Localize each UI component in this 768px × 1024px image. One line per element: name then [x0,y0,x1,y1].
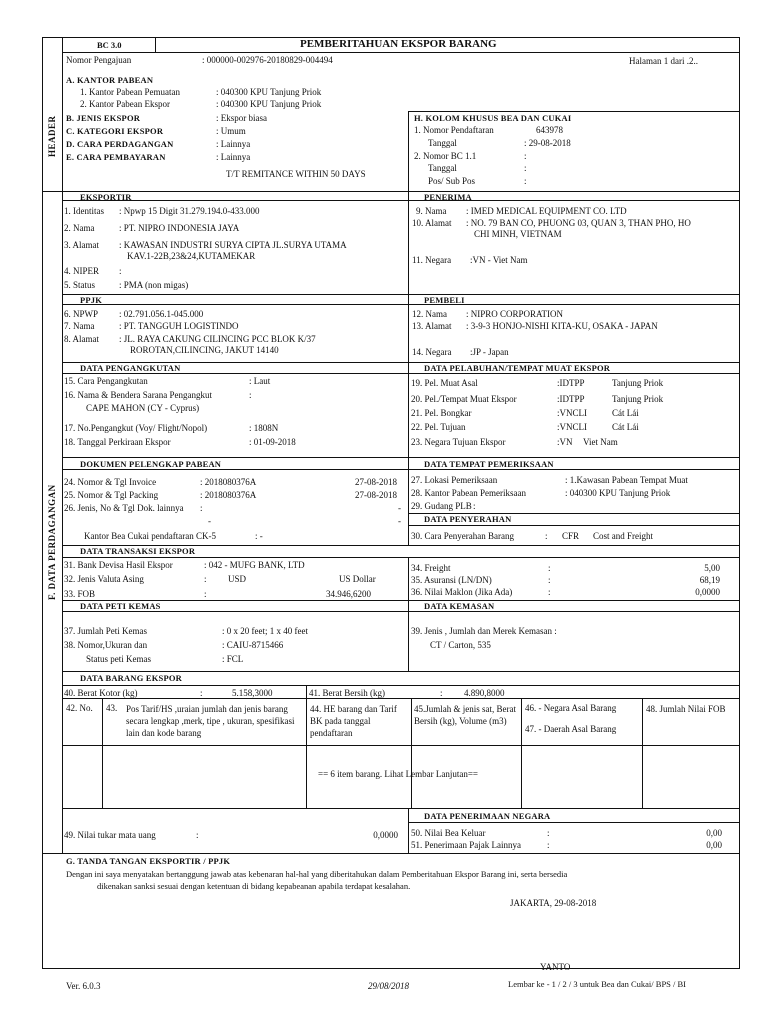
x31-value: : 042 - MUFG BANK, LTD [204,560,305,570]
d26-label: 26. Jenis, No & Tgl Dok. lainnya [64,503,184,513]
e2-label: 2. Nama [64,223,95,233]
section-dokumen: DOKUMEN PELENGKAP PABEAN [80,459,222,469]
x33-value: 34.946,6200 [326,589,371,599]
p10-label: 10. Alamat [412,218,452,228]
w41-label: 41. Berat Bersih (kg) [309,688,385,698]
e5-label: 5. Status [64,280,96,290]
section-ppjk: PPJK [80,295,103,305]
l21-code: :VNCLI [557,408,587,418]
j8-label: 8. Alamat [64,334,99,344]
n50-colon: : [547,828,550,838]
section-kolom-khusus: H. KOLOM KHUSUS BEA DAN CUKAI [414,113,572,123]
x34-value: 5,00 [704,563,720,573]
section-peti-kemas: DATA PETI KEMAS [80,601,161,611]
h-tanggal1-value: : 29-08-2018 [524,138,571,148]
h1-label: 1. Nomor Pendaftaran [414,125,494,135]
g17-label: 17. No.Pengangkut (Voy/ Flight/Nopol) [64,423,208,433]
l20-label: 20. Pel./Tempat Muat Ekspor [411,394,517,404]
w40-value: 5.158,3000 [232,688,273,698]
b-label: B. JENIS EKSPOR [66,113,141,123]
g18-value: : 01-09-2018 [249,437,296,447]
x34-label: 34. Freight [411,563,451,573]
section-penyerahan: DATA PENYERAHAN [424,514,512,524]
t30-label: 30. Cara Penyerahan Barang [411,531,514,541]
p10-value-1: : NO. 79 BAN CO, PHUONG 03, QUAN 3, THAN PHO, HO [466,218,691,228]
section-tempat-pemeriksaan: DATA TEMPAT PEMERIKSAAN [424,459,554,469]
e4-label: 4. NIPER [64,266,100,276]
g16-value: : [249,390,252,400]
b-value: : Ekspor biasa [216,113,267,123]
l22-name: Cát Lái [612,422,639,432]
d25-label: 25. Nomor & Tgl Packing [64,490,159,500]
d24-date: 27-08-2018 [355,477,397,487]
side-f-label: F. DATA PERDAGANGAN [47,484,57,600]
h2-label: 2. Nomor BC 1.1 [414,151,477,161]
j6-value: : 02.791.056.1-045.000 [119,309,204,319]
nomor-pengajuan-value: : 000000-002976-20180829-004494 [202,55,333,65]
col-42-header: 42. No. [66,703,93,713]
p9-value: : IMED MEDICAL EQUIPMENT CO. LTD [466,206,627,216]
col-47-header: 47. - Daerah Asal Barang [525,724,617,734]
ck5-label: Kantor Bea Cukai pendaftaran CK-5 [84,531,216,541]
x36-label: 36. Nilai Maklon (Jika Ada) [411,587,513,597]
t30-value: : [545,531,548,541]
n49-colon: : [196,830,199,840]
d25-date: 27-08-2018 [355,490,397,500]
a1-value: : 040300 KPU Tanjung Priok [216,87,322,97]
b14-label: 14. Negara [412,347,452,357]
j8-value-2: ROROTAN,CILINCING, JAKUT 14140 [130,345,279,355]
l22-label: 22. Pel. Tujuan [411,422,466,432]
t27-value: : 1.Kawasan Pabean Tempat Muat [565,475,688,485]
l19-label: 19. Pel. Muat Asal [411,378,478,388]
col-45-header: 45.Jumlah & jenis sat, Berat Bersih (kg), Volume (m3) [414,704,516,726]
col-43-number: 43. [106,703,118,713]
col-46-header: 46. - Negara Asal Barang [525,703,617,713]
section-eksportir: EKSPORTIR [80,192,132,202]
col-44-header: 44. HE barang dan Tarif BK pada tanggal pendaftaran [310,704,397,738]
p11-value: :VN - Viet Nam [470,255,528,265]
footer-distribution: Lembar ke - 1 / 2 / 3 untuk Bea dan Cukai/ BPS / BI [508,979,687,989]
x32-value: : [204,574,207,584]
l21-name: Cát Lái [612,408,639,418]
a2-label: 2. Kantor Pabean Ekspor [80,99,170,109]
l19-name: Tanjung Priok [612,378,664,388]
d24-value: : 2018080376A [200,477,257,487]
c-label: C. KATEGORI EKSPOR [66,126,164,136]
x32-name: US Dollar [339,574,376,584]
g16-label: 16. Nama & Bendera Sarana Pengangkut [64,390,212,400]
x33-colon: : [204,589,207,599]
x34-colon: : [548,563,551,573]
d-label: D. CARA PERDAGANGAN [66,139,174,149]
n49-value: 0,0000 [373,830,398,840]
e5-value: : PMA (non migas) [119,280,189,290]
t28-value: : 040300 KPU Tanjung Priok [565,488,671,498]
version: Ver. 6.0.3 [66,981,101,991]
x35-label: 35. Asuransi (LN/DN) [411,575,492,585]
j6-label: 6. NPWP [64,309,99,319]
h-pos-label: Pos/ Sub Pos [428,176,476,186]
col-43-header: Pos Tarif/HS ,uraian jumlah dan jenis barang secara lengkap ,merk, tipe , ukuran, spesifikasi lain dan kode barang [126,704,295,738]
d26-value: : [200,503,203,513]
h-pos-value: : [524,176,527,186]
e3-value-1: : KAWASAN INDUSTRI SURYA CIPTA JL.SURYA UTAMA [119,240,347,250]
declaration-line-2: dikenakan sanksi sesuai dengan ketentuan di bidang kepabeanan apabila terdapat kesalahan. [97,881,411,891]
g16-vessel: CAPE MAHON (CY - Cyprus) [86,403,200,413]
n51-label: 51. Penerimaan Pajak Lainnya [411,840,521,850]
k37-label: 37. Jumlah Peti Kemas [64,626,147,636]
x35-colon: : [548,575,551,585]
t29-value: : [473,501,476,511]
d26-dash-2: - [208,516,211,526]
b13-label: 13. Alamat [412,321,452,331]
k39-label: 39. Jenis , Jumlah dan Merek Kemasan : [411,626,557,636]
h-tanggal2-value: : [524,163,527,173]
x33-label: 33. FOB [64,589,96,599]
page-indicator: Halaman 1 dari .2.. [629,56,698,66]
section-pengangkutan: DATA PENGANGKUTAN [80,363,181,373]
h1-value: 643978 [536,125,563,135]
l23-label: 23. Negara Tujuan Ekspor [411,437,506,447]
l23-code: :VN [557,437,573,447]
t28-label: 28. Kantor Pabean Pemeriksaan [411,488,526,498]
e-label: E. CARA PEMBAYARAN [66,152,166,162]
e3-label: 3. Alamat [64,240,99,250]
g18-label: 18. Tanggal Perkiraan Ekspor [64,437,171,447]
k38-label: 38. Nomor,Ukuran dan [64,640,148,650]
x35-value: 68,19 [699,575,720,585]
b14-value: :JP - Japan [470,347,509,357]
n49-label: 49. Nilai tukar mata uang [64,830,156,840]
k38-status-value: : FCL [222,654,244,664]
b13-value: : 3-9-3 HONJO-NISHI KITA-KU, OSAKA - JAPAN [466,321,658,331]
k37-value: : 0 x 20 feet; 1 x 40 feet [222,626,308,636]
x32-label: 32. Jenis Valuta Asing [64,574,144,584]
x36-value: 0,0000 [695,587,720,597]
p11-label: 11. Negara [412,255,452,265]
l21-label: 21. Pel. Bongkar [411,408,472,418]
section-transaksi: DATA TRANSAKSI EKSPOR [80,546,196,556]
section-kemasan: DATA KEMASAN [424,601,495,611]
signer-name: YANTO [540,962,571,972]
remittance-note: T/T REMITANCE WITHIN 50 DAYS [226,169,366,179]
t29-label: 29. Gudang PLB [411,501,472,511]
n50-label: 50. Nilai Bea Keluar [411,828,486,838]
t27-label: 27. Lokasi Pemeriksaan [411,475,498,485]
j7-label: 7. Nama [64,321,95,331]
g15-value: : Laut [249,376,271,386]
x32-code: USD [228,574,247,584]
b12-value: : NIPRO CORPORATION [466,309,564,319]
declaration-line-1: Dengan ini saya menyatakan bertanggung jawab atas kebenaran hal-hal yang diberitahukan dalam Pemberitahuan Ekspor Barang ini, serta bersedia [66,869,568,879]
t30-code: CFR [562,531,580,541]
h-tanggal1-label: Tanggal [428,138,457,148]
a2-value: : 040300 KPU Tanjung Priok [216,99,322,109]
l23-name: Viet Nam [583,437,618,447]
section-pembeli: PEMBELI [424,295,465,305]
l20-name: Tanjung Priok [612,394,664,404]
form-code: BC 3.0 [97,40,122,50]
l20-code: :IDTPP [557,394,585,404]
k38-status-label: Status peti Kemas [86,654,151,664]
e4-value: : [119,266,122,276]
n50-value: 0,00 [706,828,722,838]
k38-value: : CAIU-8715466 [222,640,284,650]
k39-value: CT / Carton, 535 [430,640,491,650]
col-48-header: 48. Jumlah Nilai FOB [646,704,726,714]
w40-colon: : [200,688,203,698]
section-pelabuhan: DATA PELABUHAN/TEMPAT MUAT EKSPOR [424,363,611,373]
lanjutan-note: == 6 item barang. Lihat Lembar Lanjutan== [318,769,479,779]
nomor-pengajuan-label: Nomor Pengajuan [66,55,132,65]
a1-label: 1. Kantor Pabean Pemuatan [80,87,180,97]
w40-label: 40. Berat Kotor (kg) [64,688,138,698]
place-date: JAKARTA, 29-08-2018 [510,898,597,908]
e1-label: 1. Identitas [64,206,104,216]
n51-colon: : [547,840,550,850]
section-penerimaan: DATA PENERIMAAN NEGARA [424,811,551,821]
w41-value: 4.890,8000 [464,688,505,698]
g15-label: 15. Cara Pengangkutan [64,376,148,386]
e3-value-2: KAV.1-22B,23&24,KUTAMEKAR [127,251,256,261]
e2-value: : PT. NIPRO INDONESIA JAYA [119,223,240,233]
form-title: PEMBERITAHUAN EKSPOR BARANG [300,38,497,50]
w41-colon: : [440,688,443,698]
j8-value-1: : JL. RAYA CAKUNG CILINCING PCC BLOK K/37 [119,334,316,344]
e-value: : Lainnya [216,152,251,162]
p9-label: 9. Nama [416,206,447,216]
d-value: : Lainnya [216,139,251,149]
n51-value: 0,00 [706,840,722,850]
d26-dash-1: - [398,503,401,513]
d25-value: : 2018080376A [200,490,257,500]
x31-label: 31. Bank Devisa Hasil Ekspor [64,560,173,570]
d24-label: 24. Nomor & Tgl Invoice [64,477,157,487]
h2-value: : [524,151,527,161]
x36-colon: : [548,587,551,597]
t30-name: Cost and Freight [593,531,653,541]
section-penerima: PENERIMA [424,192,472,202]
e1-value: : Npwp 15 Digit 31.279.194.0-433.000 [119,206,260,216]
p10-value-2: CHI MINH, VIETNAM [474,229,562,239]
g17-value: : 1808N [249,423,279,433]
h-tanggal2-label: Tanggal [428,163,457,173]
d26-dash-3: - [398,516,401,526]
l22-code: :VNCLI [557,422,587,432]
section-barang: DATA BARANG EKSPOR [80,673,182,683]
section-kantor-pabean: A. KANTOR PABEAN [66,75,154,85]
ck5-value: : - [255,531,263,541]
c-value: : Umum [216,126,246,136]
section-tanda-tangan: G. TANDA TANGAN EKSPORTIR / PPJK [66,856,231,866]
b12-label: 12. Nama [412,309,447,319]
l19-code: :IDTPP [557,378,585,388]
j7-value: : PT. TANGGUH LOGISTINDO [119,321,239,331]
side-header-label: HEADER [47,115,57,157]
footer-date: 29/08/2018 [368,981,410,991]
